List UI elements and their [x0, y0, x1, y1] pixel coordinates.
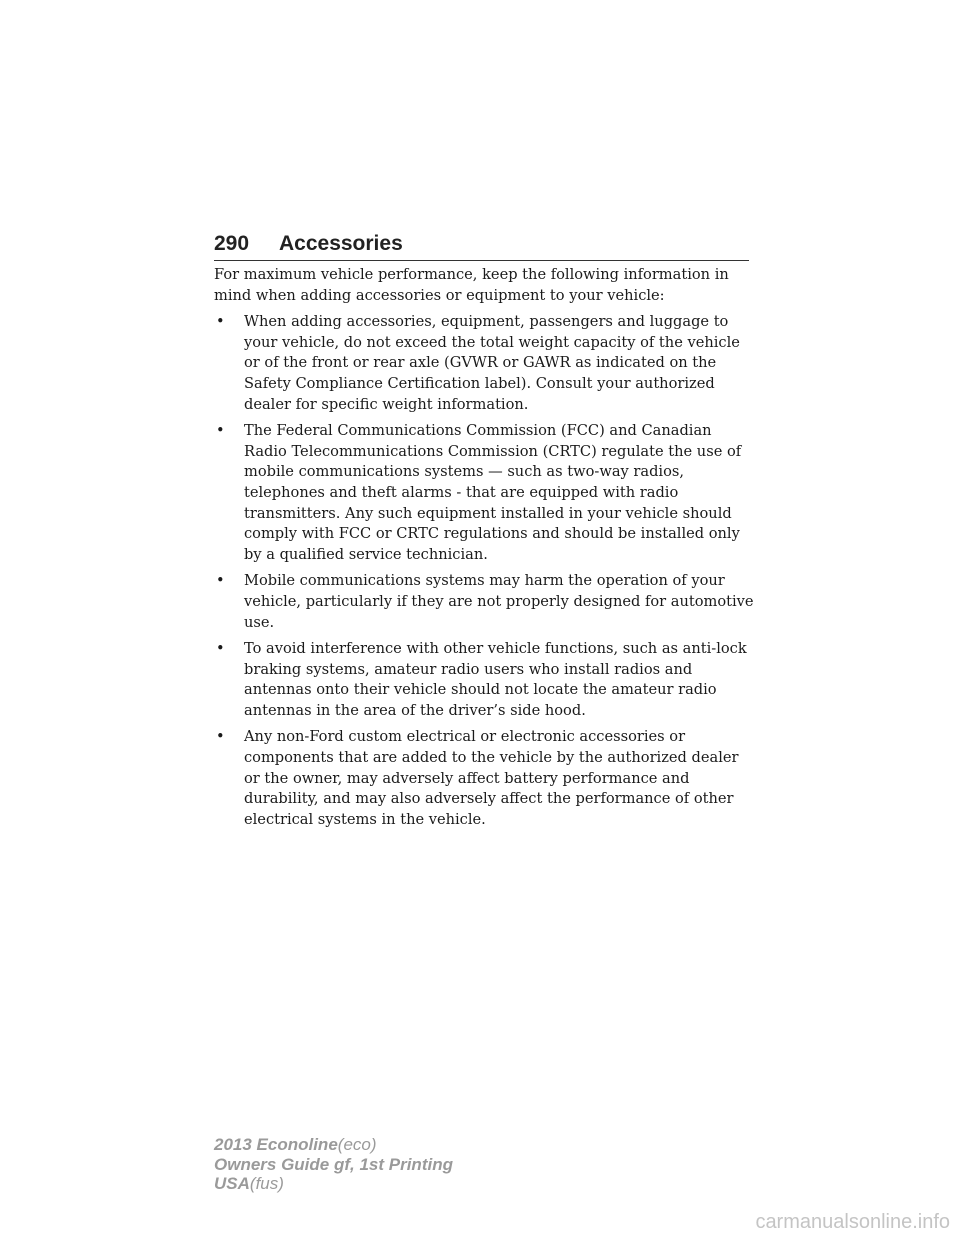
- list-item-text: When adding accessories, equipment, passengers and luggage to your vehicle, do not exceed the total weight capacity of the vehicle or of the front or rear axle (GVWR or GAWR as indicated on the Safety Compliance Certification label). Consult your authorized dealer for specific weight information.: [244, 313, 740, 413]
- bullet-icon: •: [216, 640, 225, 658]
- bullet-icon: •: [216, 422, 225, 440]
- footer-line-1: [214, 1135, 453, 1155]
- list-item: [214, 639, 754, 721]
- footer-line-3: [214, 1174, 453, 1194]
- footer-region-code: (fus): [249, 1174, 284, 1193]
- list-item-text: Mobile communications systems may harm the operation of your vehicle, particularly if they are not properly designed for automotive use.: [244, 572, 754, 631]
- page-header: [214, 228, 749, 261]
- bullet-icon: •: [216, 313, 225, 331]
- list-item: [214, 312, 754, 415]
- document-footer: [214, 1135, 453, 1194]
- bullet-list: [214, 312, 754, 830]
- list-item-text: To avoid interference with other vehicle functions, such as anti-lock braking systems, amateur radio users who install radios and antennas onto their vehicle should not locate the amateur radio antennas in the area of the driver’s side hood.: [244, 640, 747, 719]
- footer-region: USA: [214, 1174, 250, 1193]
- page-number: 290: [214, 232, 250, 255]
- section-title: Accessories: [279, 232, 403, 255]
- footer-guide: Owners Guide gf, 1st Printing: [214, 1154, 453, 1174]
- list-item: [214, 571, 754, 633]
- footer-line-2: [214, 1155, 453, 1175]
- page-content: [214, 265, 754, 836]
- intro-paragraph: For maximum vehicle performance, keep the following information in mind when adding accessories or equipment to your vehicle:: [214, 266, 729, 304]
- list-item-text: The Federal Communications Commission (FCC) and Canadian Radio Telecommunications Commission (CRTC) regulate the use of mobile communications systems — such as two-way radios, telephones and theft alarms - that are equipped with radio transmitters. Any such equipment installed in your vehicle should comply with FCC or CRTC regulations and should be installed only by a qualified service technician.: [244, 422, 742, 563]
- bullet-icon: •: [216, 728, 225, 746]
- footer-model-code: (eco): [337, 1135, 377, 1154]
- footer-model: 2013 Econoline: [214, 1135, 338, 1154]
- list-item: [214, 727, 754, 830]
- list-item: [214, 421, 754, 565]
- watermark: carmanualsonline.info: [755, 1211, 950, 1233]
- list-item-text: Any non-Ford custom electrical or electronic accessories or components that are added to the vehicle by the authorized dealer or the owner, may adversely affect battery performance and durability, and may also adversely affect the performance of other electrical systems in the vehicle.: [244, 728, 739, 828]
- bullet-icon: •: [216, 572, 225, 590]
